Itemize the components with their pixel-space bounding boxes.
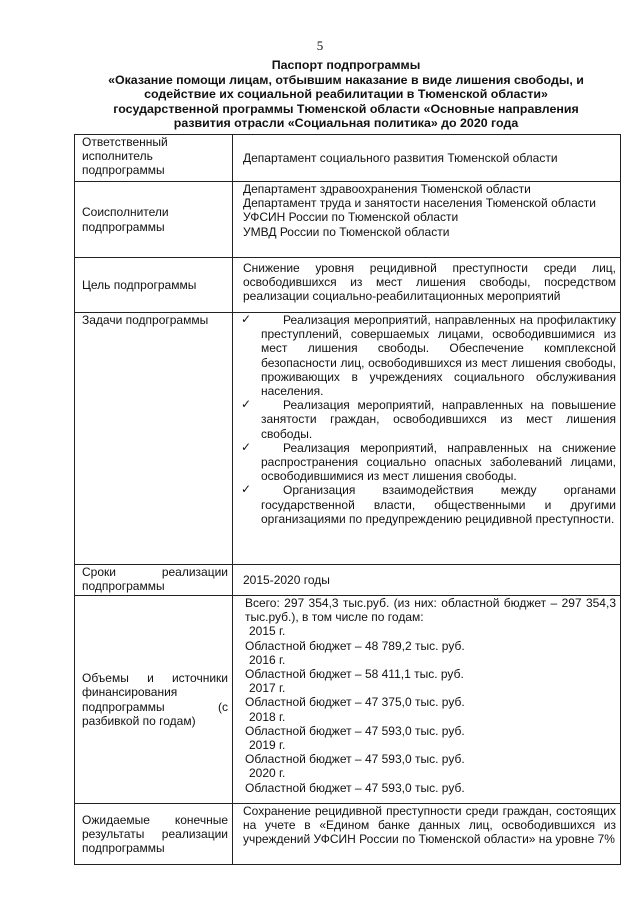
funding-row: [245, 667, 616, 681]
value-cell: [233, 596, 621, 804]
task-text: Реализация мероприятий, направленных на профилактику преступлений, совершаемых лицами, освободившимися из мест лишения свободы. Обеспечение комплексной безопасности лиц, освободившихся из мест лишения свободы, проживающих в учреждениях социального обслуживания населения.: [261, 313, 616, 399]
task-item: [233, 441, 616, 484]
funding-amount: 48 789,2 тыс. руб.: [364, 638, 465, 653]
funding-year: 2016 г.: [249, 652, 286, 667]
task-text: Организация взаимодействия между органами государственной власти, общественными и другими организациями по предупреждению рецидивной преступности.: [261, 483, 616, 526]
funding-source: Областной бюджет –: [245, 752, 362, 767]
value-cell: [233, 565, 621, 596]
task-item: [233, 398, 616, 441]
funding-year: 2018 г.: [249, 709, 286, 724]
coexecutor-item: Департамент труда и занятости населения Тюменской области: [243, 196, 596, 211]
label-cell: [75, 313, 233, 565]
tasks-label: Задачи подпрограммы: [82, 313, 209, 327]
label-line: подпрограммы: [82, 219, 165, 234]
title-line: «Оказание помощи лицам, отбывшим наказание в виде лишения свободы, и: [108, 72, 584, 87]
checkmark-icon: ✓: [241, 312, 252, 326]
label-cell: [75, 804, 233, 865]
label-cell: [75, 258, 233, 313]
table-row-responsible: [75, 135, 621, 182]
table-row-goal: [75, 258, 621, 313]
funding-amount: 58 411,1 тыс. руб.: [364, 667, 464, 682]
label-line: подпрограммы: [82, 841, 165, 856]
table-row-terms: [75, 565, 621, 596]
funding-year: 2015 г.: [249, 624, 286, 639]
responsible-value: Департамент социального развития Тюменской области: [243, 150, 558, 165]
goal-value: Снижение уровня рецидивной преступности среди лиц, освободившихся из мест лишения свободы, посредством реализации социально-реабилитационных мероприятий: [243, 261, 616, 304]
coexecutor-item: УФСИН России по Тюменской области: [243, 210, 459, 225]
task-text: Реализация мероприятий, направленных на снижение распространения социально опасных заболеваний лицами, освободившимися из мест лишения свободы.: [261, 440, 616, 484]
label-line: Соисполнители: [82, 205, 169, 220]
page-number: 5: [316, 38, 324, 53]
funding-source: Областной бюджет –: [245, 667, 362, 682]
coexecutor-item: УМВД России по Тюменской области: [243, 224, 450, 239]
label-line: Объемы и источники: [82, 671, 228, 686]
title-line: содействие их социальной реабилитации в Тюменской области»: [144, 87, 548, 102]
funding-row: [245, 724, 616, 738]
funding-source: Областной бюджет –: [245, 780, 362, 795]
table-row-tasks: [75, 313, 621, 565]
label-line: разбивкой по годам): [82, 713, 196, 728]
table-row-coexecutors: [75, 182, 621, 258]
title-line: государственной программы Тюменской области «Основные направления: [113, 101, 579, 116]
label-line: подпрограммы (с: [82, 699, 228, 714]
funding-total: Всего: 297 354,3 тыс.руб. (из них: областной бюджет – 297 354,3 тыс.руб.), в том числе по годам:: [245, 596, 616, 625]
coexecutor-item: Департамент здравоохранения Тюменской области: [243, 182, 531, 196]
label-line: подпрограммы: [82, 163, 165, 178]
task-item: [233, 313, 616, 398]
funding-source: Областной бюджет –: [245, 723, 362, 738]
label-cell: [75, 596, 233, 804]
label-cell: [75, 565, 233, 596]
checkmark-icon: ✓: [241, 439, 252, 454]
label-cell: [75, 182, 233, 258]
table-row-funding: [75, 596, 621, 804]
value-cell: [233, 313, 621, 565]
funding-source: Областной бюджет –: [245, 695, 362, 710]
funding-year: 2017 г.: [249, 681, 286, 696]
label-line: исполнитель: [82, 149, 153, 164]
title-line: Паспорт подпрограммы: [271, 58, 421, 72]
checkmark-icon: ✓: [241, 397, 252, 412]
funding-amount: 47 593,0 тыс. руб.: [364, 780, 465, 795]
funding-row: [245, 695, 616, 709]
label-line: финансирования: [82, 685, 178, 700]
label-line: подпрограммы: [82, 579, 165, 594]
passport-table: [74, 134, 621, 865]
value-cell: [233, 258, 621, 313]
value-cell: [233, 135, 621, 182]
checkmark-icon: ✓: [241, 482, 252, 497]
value-cell: [233, 804, 621, 865]
funding-amount: 47 375,0 тыс. руб.: [364, 695, 465, 710]
value-cell: [233, 182, 621, 258]
funding-amount: 47 593,0 тыс. руб.: [364, 723, 465, 738]
document-title: [96, 58, 596, 131]
label-line: Ответственный: [82, 135, 168, 149]
task-item: [233, 483, 616, 526]
goal-label: Цель подпрограммы: [82, 277, 197, 292]
terms-value: 2015-2020 годы: [243, 572, 330, 587]
funding-source: Областной бюджет –: [245, 638, 362, 653]
label-line: Ожидаемые конечные: [82, 812, 228, 827]
label-line: Сроки реализации: [82, 565, 228, 579]
funding-year: 2019 г.: [249, 738, 286, 753]
table-row-results: [75, 804, 621, 865]
results-value: Сохранение рецидивной преступности среди граждан, состоящих на учете в «Едином банке данных лиц, освободившихся из учреждений УФСИН России по Тюменской области» на уровне 7%: [243, 804, 616, 847]
label-line: результаты реализации: [82, 826, 228, 841]
label-cell: [75, 135, 233, 182]
funding-row: [245, 639, 616, 653]
funding-row: [245, 752, 616, 766]
funding-row: [245, 781, 616, 795]
funding-years: [239, 624, 616, 794]
title-line: развития отрасли «Социальная политика» до 2020 года: [173, 116, 519, 131]
funding-amount: 47 593,0 тыс. руб.: [364, 752, 465, 767]
funding-year: 2020 г.: [249, 766, 286, 781]
task-text: Реализация мероприятий, направленных на повышение занятости граждан, освободившихся из мест лишения свободы.: [261, 398, 616, 441]
